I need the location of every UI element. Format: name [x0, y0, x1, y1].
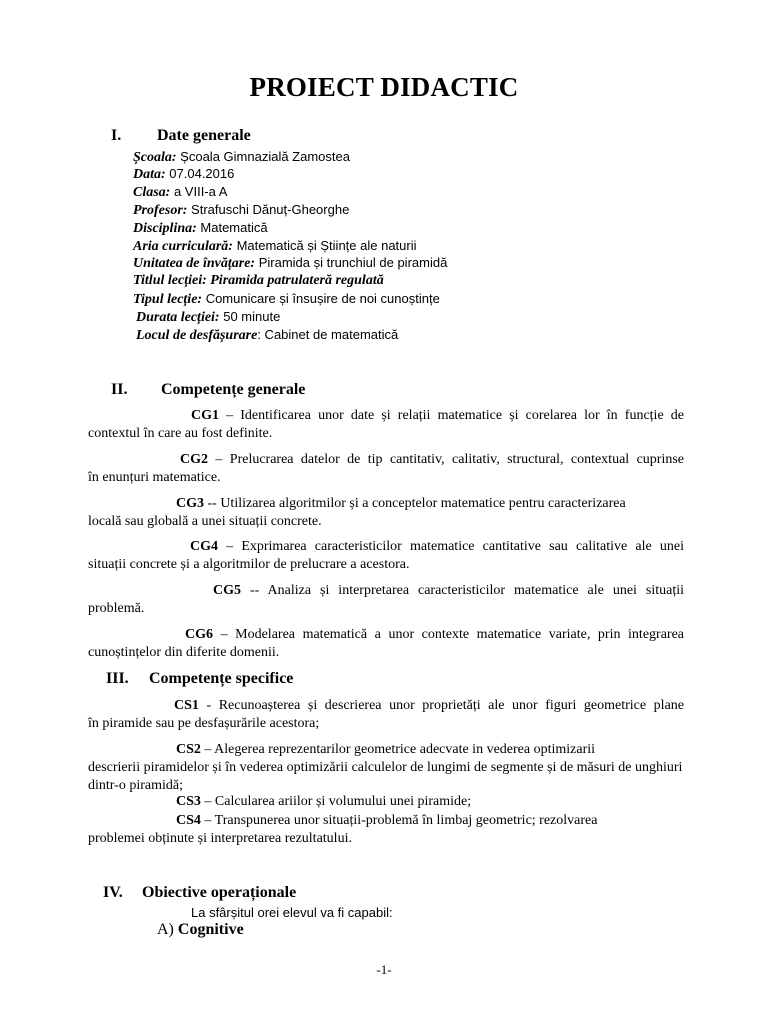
cg5-paragraph: CG5 -- Analiza și interpretarea caracteristicilor matematice ale unei situații problemă. — [88, 583, 684, 616]
section-3-heading — [106, 670, 293, 688]
cs1-paragraph: CS1 - Recunoașterea și descrierea unor proprietăți ale unor figuri geometrice plane în piramide sau pe desfașurările acestora; — [88, 698, 684, 731]
field-locul: Locul de desfășurare: Cabinet de matematică — [136, 327, 399, 343]
field-tipul-lectie: Tipul lecție: Comunicare și însușire de noi cunoștințe — [133, 291, 440, 307]
field-titlul-lectiei: Titlul lecției: Piramida patrulateră regulată — [133, 273, 384, 288]
section-1-number: I. — [111, 127, 122, 144]
section-1-heading — [111, 127, 251, 145]
field-clasa: Clasa: a VIII-a A — [133, 184, 228, 200]
page-number: -1- — [376, 962, 392, 977]
cg1-paragraph: CG1 – Identificarea unor date și relații matematice și corelarea lor în funcție de contextul în care au fost definite. — [88, 408, 684, 441]
field-disciplina: Disciplina: Matematică — [133, 220, 268, 236]
section-4-number: IV. — [103, 884, 123, 901]
field-profesor: Profesor: Strafuschi Dănuț-Gheorghe — [133, 202, 350, 218]
objectives-intro: La sfârșitul orei elevul va fi capabil: — [191, 905, 393, 920]
section-4-title: Obiective operaționale — [142, 884, 297, 901]
field-data: Data: 07.04.2016 — [133, 166, 235, 182]
cg3-paragraph: CG3 -- Utilizarea algoritmilor și a conceptelor matematice pentru caracterizarea locală sau globală a unei situații concrete. — [88, 496, 626, 529]
cs4-paragraph: CS4 – Transpunerea unor situații-problemă în limbaj geometric; rezolvarea problemei obținute și interpretarea rezultatului. — [88, 813, 598, 846]
cs3-line: CS3 – Calcularea ariilor și volumului unei piramide; — [176, 794, 472, 809]
section-2-heading — [111, 381, 305, 399]
field-durata: Durata lecției: 50 minute — [136, 309, 281, 325]
section-3-number: III. — [106, 670, 129, 687]
cs2-paragraph: CS2 – Alegerea reprezentarilor geometrice adecvate in vederea optimizarii descrierii piramidelor și în vederea optimizării calculelor de lungimi de segmente și de măsuri de unghiuri dintr-o piramidă; — [88, 742, 683, 793]
cg6-paragraph: CG6 – Modelarea matematică a unor contexte matematice variate, prin integrarea cunoștințelor din diferite domenii. — [88, 627, 684, 660]
field-unitatea: Unitatea de învățare: Piramida și trunchiul de piramidă — [133, 255, 448, 271]
cg4-paragraph: CG4 – Exprimarea caracteristicilor matematice cantitative sau calitative ale unei situații concrete și a algoritmilor de prelucrare a acestora. — [88, 539, 684, 572]
section-2-title: Competențe generale — [161, 381, 306, 398]
field-aria-curriculara: Aria curriculară: Matematică și Științe ale naturii — [133, 238, 417, 254]
field-scoala: Școala: Școala Gimnazială Zamostea — [133, 149, 350, 165]
section-4-heading — [103, 884, 296, 902]
section-1-title: Date generale — [157, 127, 251, 144]
page-title: PROIECT DIDACTIC — [249, 72, 519, 102]
cg2-paragraph: CG2 – Prelucrarea datelor de tip cantitativ, calitativ, structural, contextual cuprinse în enunțuri matematice. — [88, 452, 684, 485]
section-3-title: Competențe specifice — [149, 670, 294, 687]
cognitive-subheading: A) Cognitive — [157, 921, 244, 938]
section-2-number: II. — [111, 381, 128, 398]
